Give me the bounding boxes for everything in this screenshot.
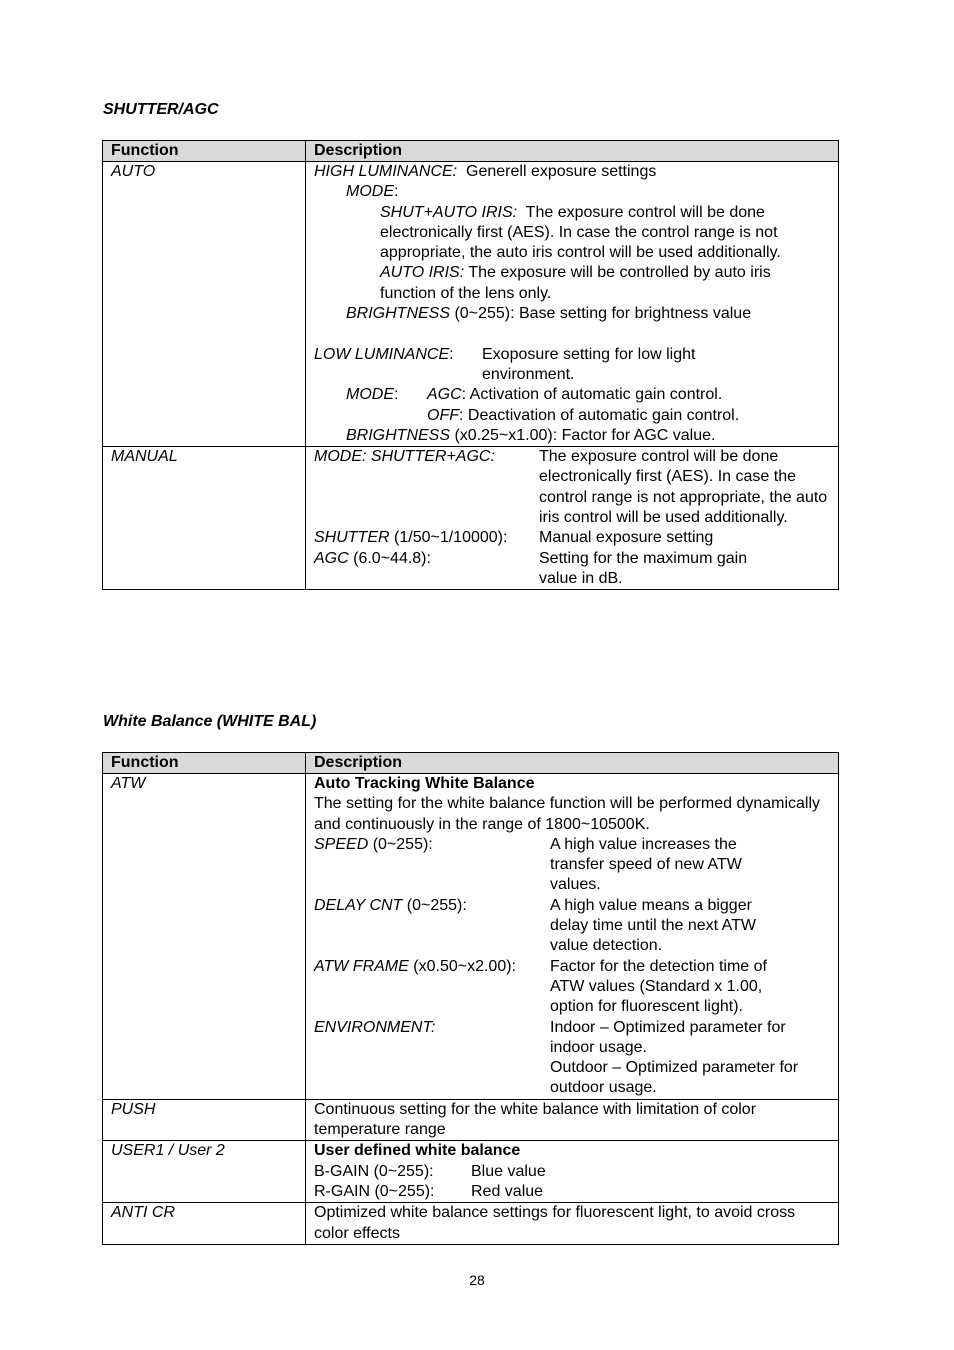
table-header-row (103, 753, 839, 774)
table-row-push (103, 1099, 839, 1141)
table-header-row (103, 141, 839, 162)
environment-indoor: Indoor – Optimized parameter for indoor usage. (550, 1018, 786, 1056)
agc-label: AGC (427, 386, 462, 404)
frame-text: Factor for the detection time of ATW values (Standard x 1.00, option for fluorescent light). (550, 957, 767, 1016)
mode2-label: MODE (346, 386, 394, 404)
description-manual (306, 447, 839, 590)
low-luminance-colon: : (449, 345, 454, 363)
description-push: Continuous setting for the white balance with limitation of color temperature range (306, 1099, 839, 1141)
environment-outdoor: Outdoor – Optimized parameter for outdoor usage. (550, 1059, 799, 1097)
mode-colon: : (394, 183, 399, 201)
bgain-line (314, 1162, 830, 1182)
bgain-label: B-GAIN (0~255): (314, 1162, 434, 1180)
shutter-line (314, 528, 830, 548)
shutter-text: Manual exposure setting (539, 529, 714, 547)
off-label: OFF (427, 406, 459, 424)
table-row-user (103, 1141, 839, 1203)
page-number: 28 (469, 1272, 485, 1288)
rgain-text: Red value (471, 1182, 544, 1200)
mode-label: MODE (346, 183, 394, 201)
mode2-colon: : (394, 386, 399, 404)
manual-agc-text: Setting for the maximum gain value in dB. (539, 549, 748, 587)
shut-auto-iris-text: The exposure control will be done electronically first (AES). In case the control range is not appropriate, the auto iris control will be used additionally. (380, 203, 781, 262)
low-luminance-text: Exoposure setting for low light environment. (482, 345, 696, 383)
shutter-label: SHUTTER (314, 529, 390, 547)
shutter-agc-table (102, 140, 839, 590)
user-heading: User defined white balance (314, 1142, 521, 1160)
shutter-range: (1/50~1/10000): (394, 529, 508, 547)
bgain-text: Blue value (471, 1162, 546, 1180)
manual-mode-line (314, 447, 830, 528)
function-manual: MANUAL (103, 447, 306, 590)
delay-text: A high value means a bigger delay time until the next ATW value detection. (550, 896, 757, 955)
function-user: USER1 / User 2 (103, 1141, 306, 1203)
low-luminance-line (314, 345, 830, 386)
shutter-agc-title: SHUTTER/AGC (103, 101, 219, 118)
environment-line (314, 1018, 830, 1099)
speed-text: A high value increases the transfer speed of new ATW values. (550, 835, 742, 894)
table-row-anti-cr (103, 1203, 839, 1245)
manual-agc-range: (6.0~44.8): (353, 549, 431, 567)
frame-line (314, 957, 830, 1018)
delay-line (314, 896, 830, 957)
brightness2-line (314, 426, 830, 446)
frame-range: (x0.50~x2.00): (413, 957, 516, 975)
rgain-label: R-GAIN (0~255): (314, 1182, 435, 1200)
auto-iris-label: AUTO IRIS: (380, 264, 465, 282)
brightness2-label: BRIGHTNESS (346, 426, 451, 444)
description-header: Description (306, 141, 839, 162)
description-auto (306, 162, 839, 447)
brightness-label: BRIGHTNESS (346, 305, 451, 323)
environment-label: ENVIRONMENT: (314, 1018, 436, 1036)
speed-label: SPEED (314, 835, 369, 853)
manual-mode-text: The exposure control will be done electronically first (AES). In case the control range is not appropriate, the auto iris control will be used additionally. (539, 448, 828, 527)
rgain-line (314, 1182, 830, 1202)
function-header: Function (103, 141, 306, 162)
high-luminance-line (314, 162, 830, 182)
auto-iris-para (314, 263, 830, 304)
brightness-line (314, 304, 830, 324)
agc-text: : Activation of automatic gain control. (461, 386, 723, 404)
function-header: Function (103, 753, 306, 774)
mode2-line (314, 385, 830, 426)
atw-heading: Auto Tracking White Balance (314, 775, 535, 792)
shut-auto-iris-label: SHUT+AUTO IRIS: (380, 203, 518, 221)
delay-label: DELAY CNT (314, 896, 403, 914)
off-text: : Deactivation of automatic gain control. (459, 406, 740, 424)
agc-option (427, 385, 739, 405)
description-header: Description (306, 753, 839, 774)
high-luminance-text: Generell exposure settings (466, 163, 657, 180)
description-atw (306, 774, 839, 1100)
brightness2-text: (x0.25~x1.00): Factor for AGC value. (454, 426, 716, 444)
table-row-manual (103, 447, 839, 590)
off-option (427, 406, 739, 426)
function-auto: AUTO (103, 162, 306, 447)
shut-auto-iris-para (314, 203, 830, 264)
white-balance-title: White Balance (WHITE BAL) (103, 713, 317, 730)
frame-label: ATW FRAME (314, 957, 409, 975)
speed-line (314, 835, 830, 896)
low-luminance-label: LOW LUMINANCE (314, 345, 450, 363)
function-anti-cr: ANTI CR (103, 1203, 306, 1245)
speed-range: (0~255): (372, 835, 433, 853)
atw-intro: The setting for the white balance function will be performed dynamically and continuously in the range of 1800~10500K. (314, 795, 821, 833)
function-atw: ATW (103, 774, 306, 1100)
mode-line (314, 182, 830, 202)
description-user (306, 1141, 839, 1203)
agc-line (314, 549, 830, 590)
function-push: PUSH (103, 1099, 306, 1141)
spacer (314, 324, 830, 344)
delay-range: (0~255): (406, 896, 467, 914)
brightness-text: (0~255): Base setting for brightness value (454, 305, 752, 323)
white-balance-table (102, 752, 839, 1245)
table-row-auto (103, 162, 839, 447)
auto-iris-text: The exposure will be controlled by auto iris function of the lens only. (380, 264, 771, 302)
description-anti-cr: Optimized white balance settings for fluorescent light, to avoid cross color effects (306, 1203, 839, 1245)
high-luminance-label: HIGH LUMINANCE: (314, 163, 458, 180)
table-row-atw (103, 774, 839, 1100)
manual-mode-label: MODE: SHUTTER+AGC: (314, 448, 495, 466)
manual-agc-label: AGC (314, 549, 349, 567)
